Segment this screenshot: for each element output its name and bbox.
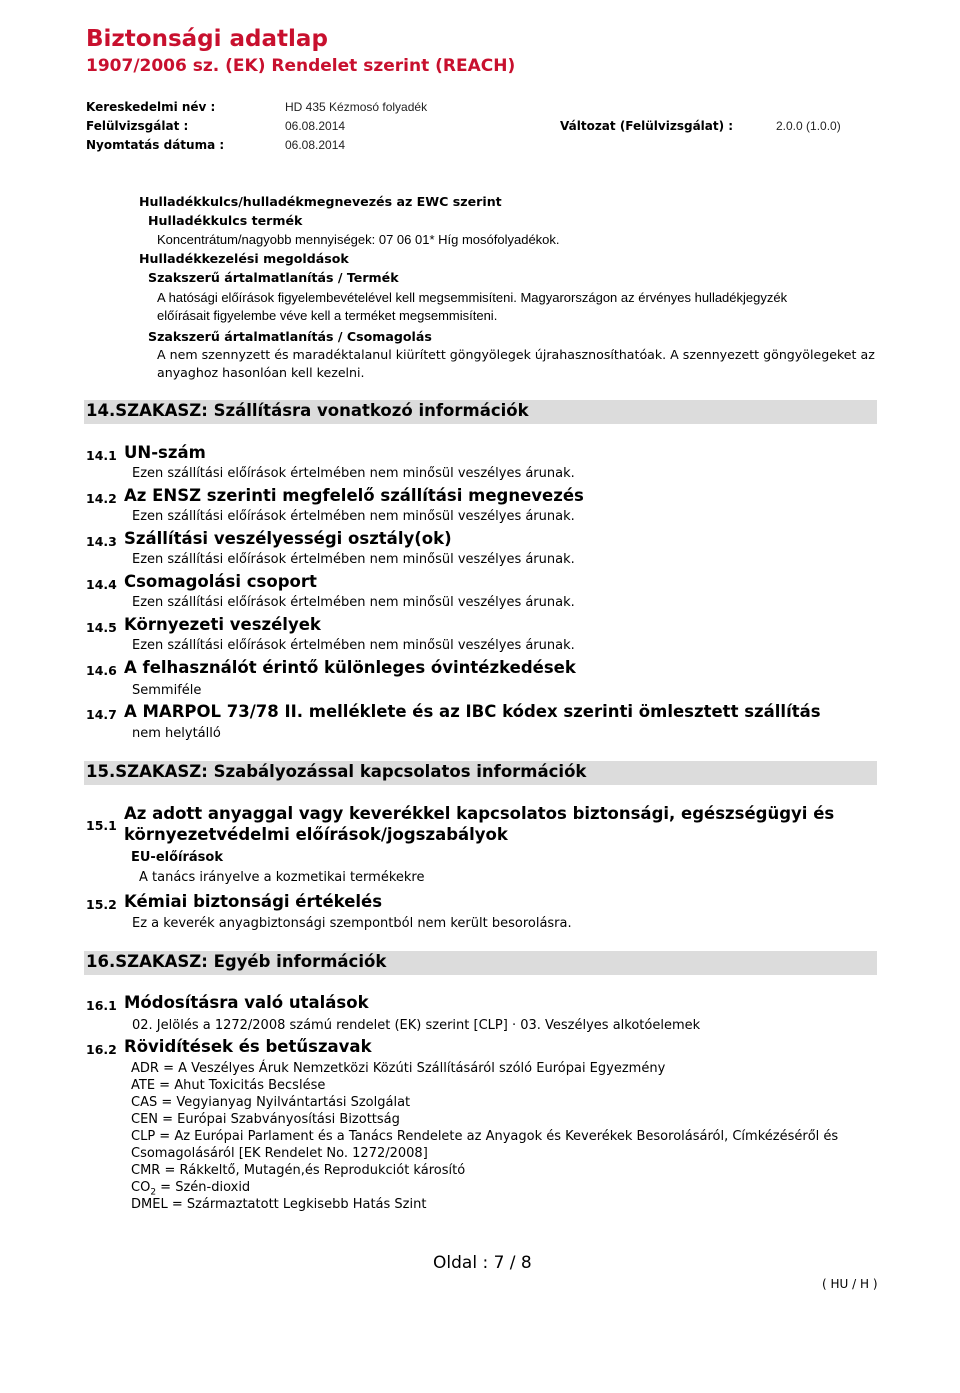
abbr-co2 xyxy=(131,1180,250,1198)
waste-code-product-text: Koncentrátum/nagyobb mennyiségek: 07 06 01* Híg mosófolyadékok. xyxy=(157,232,560,247)
item-text: Ezen szállítási előírások értelmében nem minősül veszélyes árunak. xyxy=(132,552,575,567)
item-title: Környezeti veszélyek xyxy=(124,615,321,634)
waste-code-product-heading: Hulladékkulcs termék xyxy=(148,213,303,228)
item-text: Ezen szállítási előírások értelmében nem minősül veszélyes árunak. xyxy=(132,638,575,653)
item-number: 15.2 xyxy=(86,897,117,912)
item-number: 16.2 xyxy=(86,1042,117,1057)
page-number: Oldal : 7 / 8 xyxy=(433,1253,532,1273)
section-15-heading: 15.SZAKASZ: Szabályozással kapcsolatos információk xyxy=(86,762,587,781)
waste-treatment-heading: Hulladékkezelési megoldások xyxy=(139,251,349,266)
abbr-adr: ADR = A Veszélyes Áruk Nemzetközi Közúti Szállításáról szóló Európai Egyezmény xyxy=(131,1061,666,1076)
item-title: Rövidítések és betűszavak xyxy=(124,1037,372,1056)
eu-regulations-heading: EU-előírások xyxy=(131,850,223,865)
item-title: Szállítási veszélyességi osztály(ok) xyxy=(124,529,452,548)
abbr-ate: ATE = Ahut Toxicitás Becslése xyxy=(131,1078,326,1093)
abbr-cen: CEN = Európai Szabványosítási Bizottság xyxy=(131,1112,400,1127)
section-14-heading-bar xyxy=(84,400,877,424)
document-title: Biztonsági adatlap xyxy=(86,26,328,52)
abbr-co2-subscript: 2 xyxy=(150,1187,157,1198)
item-number: 15.1 xyxy=(86,818,117,833)
abbr-clp-line1: CLP = Az Európai Parlament és a Tanács Rendelete az Anyagok és Keverékek Besorolásáról, Címkézéséről és xyxy=(131,1129,839,1144)
abbr-co2-prefix: CO xyxy=(131,1180,151,1195)
item-title: Az ENSZ szerinti megfelelő szállítási megnevezés xyxy=(124,486,584,505)
disposal-product-line2: előírásait figyelembe véve kell a terméket megsemmisíteni. xyxy=(157,308,498,323)
item-number: 14.2 xyxy=(86,491,117,506)
item-title: UN-szám xyxy=(124,443,206,462)
abbr-clp-line2: Csomagolásáról [EK Rendelet No. 1272/2008] xyxy=(131,1146,428,1161)
revision-value: 06.08.2014 xyxy=(285,119,346,133)
item-number: 14.3 xyxy=(86,534,117,549)
item-text: Ezen szállítási előírások értelmében nem minősül veszélyes árunak. xyxy=(132,466,575,481)
disposal-packaging-line2: anyaghoz hasonlóan kell kezelni. xyxy=(157,365,365,380)
disposal-packaging-line1: A nem szennyzett és maradéktalanul kiürített göngyölegek újrahasznosíthatóak. A szennyezett göngyölegeket az xyxy=(157,347,875,362)
section-15-heading-bar xyxy=(84,761,877,785)
eu-regulations-text: A tanács irányelve a kozmetikai termékekre xyxy=(139,870,425,885)
item-text: Ezen szállítási előírások értelmében nem minősül veszélyes árunak. xyxy=(132,595,575,610)
item-number: 14.6 xyxy=(86,663,117,678)
item-title-line2: környezetvédelmi előírások/jogszabályok xyxy=(124,825,508,844)
ewc-heading: Hulladékkulcs/hulladékmegnevezés az EWC szerint xyxy=(139,194,502,209)
regulation-subtitle: 1907/2006 sz. (EK) Rendelet szerint (REACH) xyxy=(86,56,516,76)
item-number: 14.1 xyxy=(86,448,117,463)
disposal-product-line1: A hatósági előírások figyelembevételével kell megsemmisíteni. Magyarországon az érvényes hulladékjegyzék xyxy=(157,290,788,305)
item-title: A felhasználót érintő különleges óvintézkedések xyxy=(124,658,576,677)
version-label: Változat (Felülvizsgálat) : xyxy=(560,119,734,133)
item-title: Módosításra való utalások xyxy=(124,993,369,1012)
disposal-packaging-heading: Szakszerű ártalmatlanítás / Csomagolás xyxy=(148,329,432,344)
abbr-cmr: CMR = Rákkeltő, Mutagén,és Reprodukciót károsító xyxy=(131,1163,466,1178)
item-number: 14.4 xyxy=(86,577,117,592)
section-16-heading: 16.SZAKASZ: Egyéb információk xyxy=(86,952,387,971)
disposal-product-heading: Szakszerű ártalmatlanítás / Termék xyxy=(148,270,399,285)
item-number: 16.1 xyxy=(86,998,117,1013)
item-number: 14.5 xyxy=(86,620,117,635)
item-title: Csomagolási csoport xyxy=(124,572,317,591)
item-text: 02. Jelölés a 1272/2008 számú rendelet (EK) szerint [CLP] · 03. Veszélyes alkotóelemek xyxy=(132,1018,701,1033)
item-number: 14.7 xyxy=(86,707,117,722)
abbr-co2-rest: = Szén-dioxid xyxy=(156,1180,251,1195)
item-title-line1: Az adott anyaggal vagy keverékkel kapcsolatos biztonsági, egészségügyi és xyxy=(124,804,835,823)
item-title: Kémiai biztonsági értékelés xyxy=(124,892,383,911)
item-text: Ezen szállítási előírások értelmében nem minősül veszélyes árunak. xyxy=(132,509,575,524)
locale-indicator: ( HU / H ) xyxy=(822,1277,878,1291)
abbr-dmel: DMEL = Származtatott Legkisebb Hatás Szint xyxy=(131,1197,427,1212)
item-text: Semmiféle xyxy=(132,683,202,698)
print-date-label: Nyomtatás dátuma : xyxy=(86,138,225,152)
item-text: nem helytálló xyxy=(132,726,221,741)
item-text: Ez a keverék anyagbiztonsági szempontból nem került besorolásra. xyxy=(132,916,572,931)
section-14-heading: 14.SZAKASZ: Szállításra vonatkozó információk xyxy=(86,401,529,420)
section-16-heading-bar xyxy=(84,951,877,975)
abbr-cas: CAS = Vegyianyag Nyilvántartási Szolgálat xyxy=(131,1095,411,1110)
print-date-value: 06.08.2014 xyxy=(285,138,346,152)
revision-label: Felülvizsgálat : xyxy=(86,119,189,133)
version-value: 2.0.0 (1.0.0) xyxy=(776,119,841,133)
item-title: A MARPOL 73/78 II. melléklete és az IBC kódex szerinti ömlesztett szállítás xyxy=(124,702,821,721)
trade-name-value: HD 435 Kézmosó folyadék xyxy=(285,100,428,114)
trade-name-label: Kereskedelmi név : xyxy=(86,100,216,114)
